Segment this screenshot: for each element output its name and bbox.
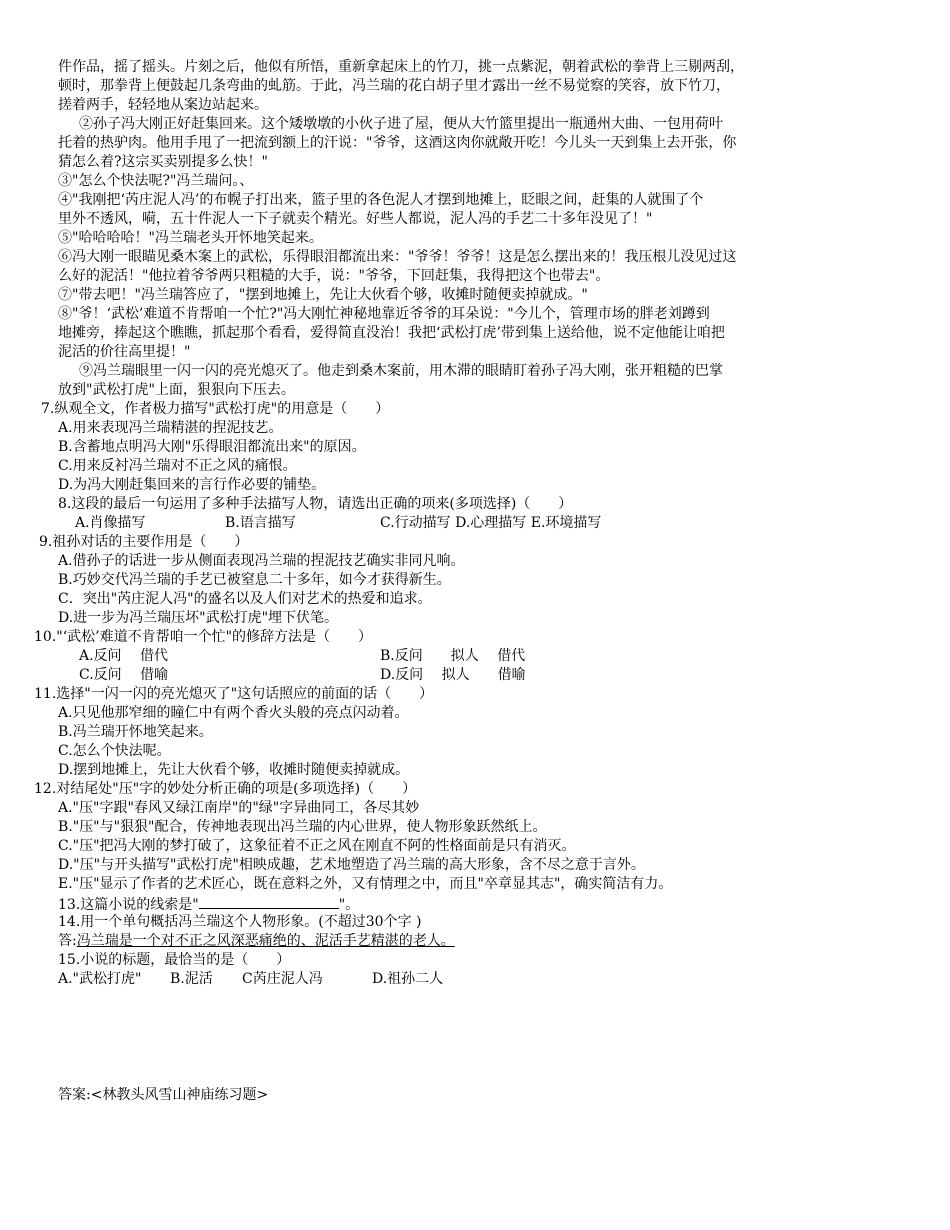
- passage-line: ⑤"哈哈哈哈！"冯兰瑞老头开怀地笑起来。: [58, 230, 323, 246]
- option-c: C芮庄泥人冯: [242, 971, 323, 987]
- option-b: B.冯兰瑞开怀地笑起来。: [58, 724, 213, 740]
- option-a: A.反问 借代: [79, 648, 169, 664]
- option-c: C.用来反衬冯兰瑞对不正之风的痛恨。: [58, 458, 297, 474]
- question-stem: 10."‘武松’难道不肯帮咱一个忙"的修辞方法是（ ）: [34, 629, 373, 645]
- question-stem: 12.对结尾处"压"字的妙处分析正确的项是(多项选择)（ ）: [34, 781, 417, 797]
- option-a: A.只见他那窄细的瞳仁中有两个香火头般的亮点闪动着。: [58, 705, 409, 721]
- question-stem: 15.小说的标题，最恰当的是（ ）: [58, 952, 291, 968]
- passage-line: ⑧"爷！‘武松’难道不肯帮咱一个忙?"冯大刚忙神秘地靠近爷爷的耳朵说："今儿个，管理市场的胖老刘蹲到: [58, 306, 710, 322]
- passage-line: 么好的泥活！"他拉着爷爷两只粗糙的大手，说："爷爷，下回赶集，我得把这个也带去"。: [58, 268, 610, 284]
- passage-line: ④"我刚把‘芮庄泥人冯’的布幌子打出来，篮子里的各色泥人才摆到地摊上，眨眼之间，赶集的人就围了个: [58, 192, 704, 208]
- option-a: A.借孙子的话进一步从侧面表现冯兰瑞的捏泥技艺确实非同凡响。: [58, 553, 465, 569]
- option-b: B.反问 拟人 借代: [380, 648, 526, 664]
- option-c: C.反问 借喻: [79, 667, 169, 683]
- option-d: D.祖孙二人: [372, 971, 444, 987]
- answer-line: [58, 932, 455, 950]
- passage-line: 里外不透风，嗬，五十件泥人一下子就卖个精光。好些人都说，泥人冯的手艺二十多年没见了！": [58, 211, 653, 227]
- option-c: C.怎么个快法呢。: [58, 743, 171, 759]
- question-stem: 7.纵观全文，作者极力描写"武松打虎"的用意是（ ）: [41, 401, 390, 417]
- passage-line: 泥活的价往高里提！": [58, 344, 191, 360]
- option-d: D.进一步为冯兰瑞压坏"武松打虎"埋下伏笔。: [58, 610, 339, 626]
- option-b: B.巧妙交代冯兰瑞的手艺已被窒息二十多年，如今才获得新生。: [58, 572, 451, 588]
- question-stem-end: "。: [338, 897, 360, 913]
- option-b: B.含蓄地点明冯大刚"乐得眼泪都流出来"的原因。: [58, 439, 366, 455]
- question-stem: 14.用一个单句概括冯兰瑞这个人物形象。(不超过30个字 ): [58, 914, 422, 930]
- option-d: D.反问 拟人 借喻: [380, 667, 526, 683]
- passage-line: ⑥冯大刚一眼瞄见桑木案上的武松，乐得眼泪都流出来："爷爷！爷爷！这是怎么摆出来的！我压根儿没见过这: [58, 249, 737, 265]
- option-c: C．突出"芮庄泥人冯"的盛名以及人们对艺术的热爱和追求。: [58, 591, 432, 607]
- option-e: E."压"显示了作者的艺术匠心，既在意料之外，又有情理之中，而且"卒章显其志"，确实简洁有力。: [58, 876, 673, 892]
- option-b: B."压"与"狠狠"配合，传神地表现出冯兰瑞的内心世界，使人物形象跃然纸上。: [58, 819, 547, 835]
- question-stem: 11.选择"一闪一闪的亮光熄灭了"这句话照应的前面的话（ ）: [34, 686, 434, 702]
- question-13: [58, 894, 359, 912]
- option-a: A.用来表现冯兰瑞精湛的捏泥技艺。: [58, 420, 283, 436]
- passage-line: ③"怎么个快法呢?"冯兰瑞问。、: [58, 173, 254, 189]
- option-a: A.肖像描写: [75, 515, 146, 531]
- option-cde: C.行动描写 D.心理描写 E.环境描写: [380, 515, 602, 531]
- answer-blank[interactable]: [199, 894, 339, 909]
- option-c: C."压"把冯大刚的梦打破了，这象征着不正之风在刚直不阿的性格面前是只有消灭。: [58, 838, 576, 854]
- option-d: D."压"与开头描写"武松打虎"相映成趣，艺术地塑造了冯兰瑞的高大形象，含不尽之意于言外。: [58, 857, 645, 873]
- option-d: D.摆到地摊上，先让大伙看个够，收摊时随便卖掉就成。: [58, 762, 410, 778]
- passage-line: 托着的热驴肉。他用手甩了一把流到额上的汗说："爷爷，这酒这肉你就敞开吃！今儿头一天到集上去开张，你: [58, 135, 737, 151]
- passage-line: 搓着两手，轻轻地从案边站起来。: [58, 97, 268, 113]
- passage-line: 放到"武松打虎"上面，狠狠向下压去。: [58, 382, 295, 398]
- option-b: B.语言描写: [225, 515, 296, 531]
- passage-line: ⑨冯兰瑞眼里一闪一闪的亮光熄灭了。他走到桑木案前，用木滞的眼睛盯着孙子冯大刚，张开粗糙的巴掌: [79, 363, 723, 379]
- answer-reference: 答案:<林教头风雪山神庙练习题>: [58, 1087, 269, 1103]
- answer-label: 答:: [58, 933, 77, 949]
- question-stem: 9.祖孙对话的主要作用是（ ）: [39, 534, 249, 550]
- passage-line: ②孙子冯大刚正好赶集回来。这个矮墩墩的小伙子进了屋，便从大竹篮里提出一瓶通州大曲、一包用荷叶: [79, 116, 723, 132]
- passage-line: 顿时，那拳背上便鼓起几条弯曲的虬筋。于此，冯兰瑞的花白胡子里才露出一丝不易觉察的笑容，放下竹刀，: [58, 78, 730, 94]
- option-a: A."压"字跟"春风又绿江南岸"的"绿"字异曲同工，各尽其妙: [58, 800, 420, 816]
- option-b: B.泥活: [170, 971, 213, 987]
- passage-line: 猜怎么着?这宗买卖别提多么快！": [58, 154, 268, 170]
- passage-line: ⑦"带去吧！"冯兰瑞答应了，"摆到地摊上，先让大伙看个够，收摊时随便卖掉就成。": [58, 287, 588, 303]
- question-stem: 8.这段的最后一句运用了多种手法描写人物，请选出正确的项来(多项选择)（ ）: [58, 496, 573, 512]
- answer-text: 冯兰瑞是一个对不正之风深恶痛绝的、泥活手艺精湛的老人。: [76, 933, 455, 949]
- question-stem: 13.这篇小说的线索是": [58, 897, 199, 913]
- option-d: D.为冯大刚赶集回来的言行作必要的铺垫。: [58, 477, 326, 493]
- passage-line: 件作品，摇了摇头。片刻之后，他似有所悟，重新拿起床上的竹刀，挑一点紫泥，朝着武松的拳背上三剔两刮，: [58, 59, 744, 75]
- passage-line: 地摊旁，捧起这个瞧瞧，抓起那个看看，爱得简直没治！我把‘武松打虎’带到集上送给他，说不定他能让咱把: [58, 325, 725, 341]
- option-a: A."武松打虎": [58, 971, 142, 987]
